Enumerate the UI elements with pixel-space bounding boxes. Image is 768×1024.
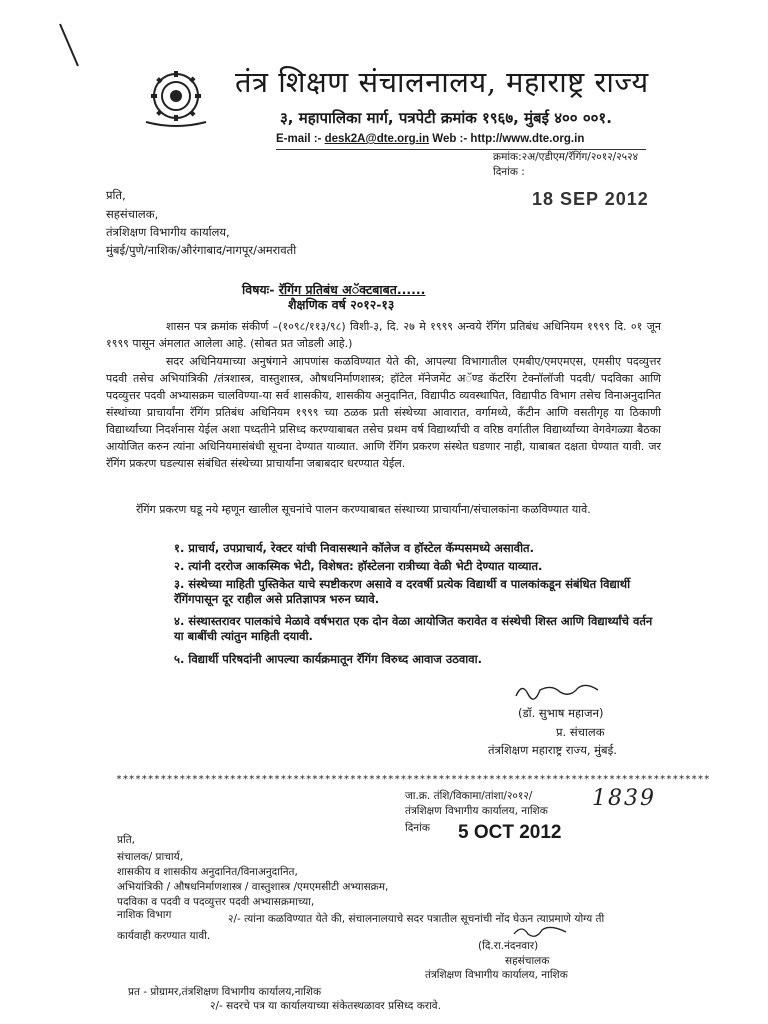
office-address: ३, महापालिका मार्ग, पत्रपेटी क्रमांक १९६७, मुंबई ४०० ००१. (280, 109, 612, 127)
office-title: तंत्र शिक्षण संचालनालय, महाराष्ट्र राज्य (235, 65, 649, 99)
list-number: २. (174, 559, 185, 573)
paragraph-3: रॅगिंग प्रकरण घडू नये म्हणून खालील सूचनांचे पालन करण्याबाबत संस्थाच्या प्राचार्यांना/संचालकांना कळविण्यात यावे. (136, 503, 591, 516)
endorsement-recipient: नाशिक विभाग (117, 909, 172, 921)
list-item (174, 577, 664, 607)
copy-line: २/- सदरचे पत्र या कार्यालयाच्या संकेतस्थळावर प्रसिध्द करावे. (210, 1000, 441, 1012)
signature-scribble-icon (510, 922, 570, 940)
endorsement-signatory-name: (दि.रा.नंदनवार) (478, 940, 539, 952)
email-label: E-mail :- (276, 133, 322, 145)
list-text: संस्थेच्या माहिती पुस्तिकेत याचे स्पष्टीकरण असावे व दरवर्षी प्रत्येक विद्यार्थी व पालकांकडून संबंधित विद्यार्थी रॅगिंगपासून दूर राहील असे प्रतिज्ञापत्र भरुन घ्यावे. (174, 577, 631, 606)
date-label: दिनांक : (493, 166, 525, 178)
signature-scribble-icon (512, 680, 604, 702)
recipient-line: मुंबई/पुणे/नाशिक/औरंगाबाद/नागपूर/अमरावती (106, 243, 297, 257)
endorsement-office: तंत्रशिक्षण विभागीय कार्यालय, नाशिक (405, 805, 548, 817)
date-stamp: 18 SEP 2012 (532, 189, 649, 209)
web-label: Web :- (432, 133, 468, 145)
list-text: प्राचार्य, उपप्राचार्य, रेक्टर यांची निवासस्थाने कॉलेज व हॉस्टेल कॅम्पसमध्ये असावीत. (188, 541, 534, 555)
endorsement-recipient: शासकीय व शासकीय अनुदानित/विनाअनुदानित, (117, 866, 298, 878)
separator-line: ********************************************************************************************** (116, 774, 711, 785)
list-number: ३. (174, 577, 185, 591)
recipient-line: तंत्रशिक्षण विभागीय कार्यालय, (106, 225, 230, 239)
subject-label: विषयः- (242, 282, 275, 297)
scan-mark-icon (58, 22, 82, 70)
list-item (174, 559, 542, 574)
web-link[interactable]: http://www.dte.org.in (470, 133, 585, 145)
list-text: विद्यार्थी परिषदांनी आपल्या कार्यक्रमातून रॅगिंग विरुध्द आवाज उठवावा. (188, 652, 482, 666)
endorsement-paragraph: २/- त्यांना कळविण्यात येते की, संचालनालयाचे सदर पत्रातील सूचनांची नोंद घेऊन त्याप्रमाणे योग्य ती (228, 913, 605, 925)
list-number: ४. (174, 614, 185, 628)
contact-line (276, 133, 584, 145)
recipient-prati: प्रति, (106, 188, 126, 202)
copy-line: प्रत - प्रोग्रामर,तंत्रशिक्षण विभागीय कार्यालय,नाशिक (128, 986, 322, 998)
list-text: संस्थास्तरावर पालकांचे मेळावे वर्षभरात एक दोन वेळा आयोजित करावेत व संस्थेची शिस्त आणि विद्यार्थ्यांचे वर्तन या बाबींची त्यांतुन माहिती दयावी. (174, 614, 653, 643)
signatory-office: तंत्रशिक्षण महाराष्ट्र राज्य, मुंबई. (488, 743, 617, 757)
recipient-line: सहसंचालक, (106, 207, 159, 221)
list-number: ५. (174, 652, 185, 666)
list-item (174, 652, 482, 667)
reference-number: क्रमांक:२अ/एडीएम/रॅगिंग/२०१२/२५२४ (493, 151, 639, 163)
signatory-name: (डॉ. सुभाष महाजन) (518, 706, 604, 720)
endorsement-signatory-office: तंत्रशिक्षण विभागीय कार्यालय, नाशिक (425, 969, 568, 981)
list-number: १. (174, 541, 185, 555)
email-link[interactable]: desk2A@dte.org.in (324, 133, 430, 145)
endorsement-date-label: दिनांक (405, 822, 430, 834)
header-rule (276, 149, 646, 150)
paragraph-1: शासन पत्र क्रमांक संकीर्ण –(१०९८/११३/९८) विशी-३, दि. २७ मे १९९९ अन्वये रॅगिंग प्रतिबंध अधिनियम १९९९ दि. ०१ जून १९९९ पासून अंमलात आलेला आहे. (सोबत प्रत जोडली आहे.) (106, 320, 661, 350)
signatory-designation: प्र. संचालक (556, 725, 605, 739)
endorsement-prati: प्रति, (117, 834, 136, 846)
endorsement-recipient: अभियांत्रिकी / औषधनिर्माणशास्त्र / वास्तुशास्त्र /एमएमसीटी अभ्यासक्रम, (117, 881, 389, 893)
endorsement-recipient: पदविका व पदवी व पदव्युत्तर पदवी अभ्यासक्रमाच्या, (117, 896, 315, 908)
academic-year: शैक्षणिक वर्ष २०१२-१३ (288, 297, 395, 312)
list-item (174, 541, 534, 556)
handwritten-number: 1839 (592, 786, 656, 811)
dte-logo-icon (140, 68, 212, 128)
list-item (174, 614, 664, 644)
endorsement-recipient: संचालक/ प्राचार्य, (117, 851, 184, 863)
endorsement-date-stamp: 5 OCT 2012 (458, 822, 562, 843)
endorsement-paragraph: कार्यवाही करण्यात यावी. (117, 930, 211, 942)
endorsement-signatory-designation: सहसंचालक (505, 955, 550, 967)
list-text: त्यांनी दररोज आकस्मिक भेटी, विशेषत: हॉस्टेलना रात्रीच्या वेळी भेटी देण्यात याव्यात. (188, 559, 543, 573)
paragraph-2: सदर अधिनियमाच्या अनुषंगाने आपणांस कळविण्यात येते की, आपल्या विभागातील एमबीए/एमएमएस, एमसीए पदव्युत्तर पदवी तसेच अभियांत्रिकी /तंत्रशास्त्र, वास्तुशास्त्र, औषधनिर्माणशास्त्र; हॉटेल मॅनेजमेंट अॅण्ड कॅटरिंग टेक्नॉलॉजी पदवी/ पदविका आणि पदव्युत्तर पदवी अभ्यासक्रम चालविण्या-या सर्व शासकीय, शासकीय अनुदानित, विद्यापीठ व्यवस्थापित, विद्यापीठ विभाग तसेच विनाअनुदानित संस्थांच्या प्राचार्यांना रॅगिंग प्रतिबंध अधिनियम १९९९ च्या ठळक प्रती संस्थेच्या आवारात, वर्गामध्ये, कॅंटीन आणि वसतीगृह या ठिकाणी विद्यार्थ्यांच्या निदर्शनास येईल अशा पध्दतीने प्रसिध्द करण्याबाबत तसेच प्रथम वर्ष विद्यार्थ्यांची व वरिष्ठ वर्गातील विद्यार्थ्यांच्या वेगवेगळ्या बैठका आयोजित करुन त्यांना अधिनियमासंबंधी सूचना देण्यात याव्यात. आणि रॅगिंग प्रकरण संस्थेत घडणार नाही, याबाबत दक्षता घेण्यात यावी. जर रॅगिंग प्रकरण घडल्यास संबंधित संस्थेच्या प्राचार्यांना जबाबदार धरण्यात येईल. (106, 355, 661, 470)
subject-text: रॅगिंग प्रतिबंध अॅक्टबाबत...... (278, 282, 426, 297)
endorsement-ref: जा.क्र. तंशि/विकामा/तांशा/२०१२/ (405, 790, 533, 802)
